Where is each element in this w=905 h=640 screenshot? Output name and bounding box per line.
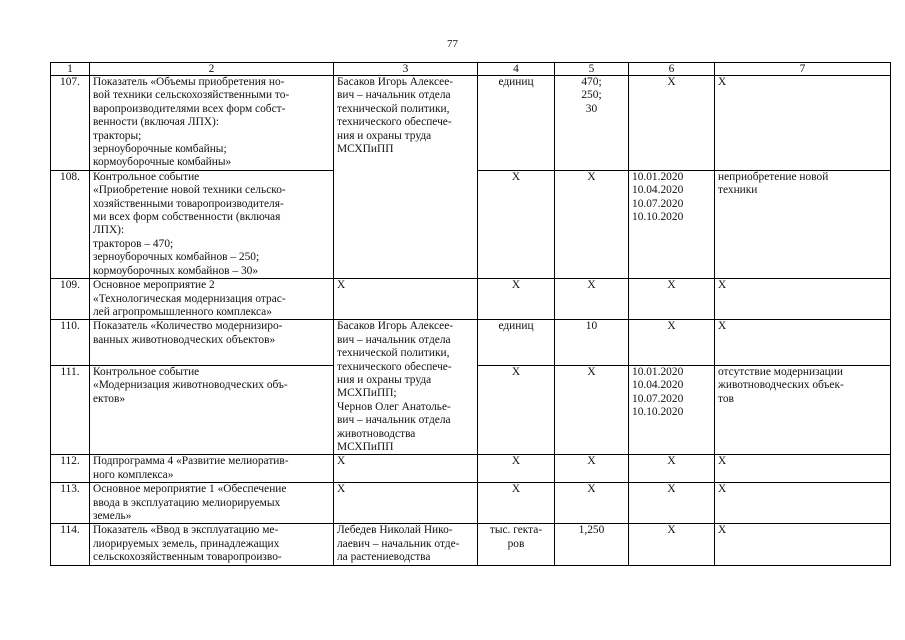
- page-number: 77: [447, 38, 458, 50]
- responsible-cell: Басаков Игорь Алексее- вич – начальник отдела технической политики, технического обеспече- ния и охраны труда МСХПиПП; Чернов Олег Анатолье- вич – начальник отдела животноводства МСХПиПП: [334, 320, 478, 455]
- risk-cell: X: [715, 524, 891, 565]
- row-number: 107.: [51, 76, 90, 171]
- value-cell: X: [555, 455, 629, 483]
- row-description: Контрольное событие «Приобретение новой техники сельско- хозяйственными товаропроизводителя- ми всех форм собственности (включая ЛПХ): тракторов – 470; зерноуборочных комбайнов – 250; кормоуборочных комбайнов – 30»: [90, 170, 334, 278]
- deadline-cell: X: [629, 76, 715, 171]
- risk-cell: X: [715, 279, 891, 320]
- risk-cell: X: [715, 76, 891, 171]
- table-row-114: [51, 524, 891, 565]
- unit-cell: X: [478, 365, 555, 455]
- plan-table: [50, 62, 891, 566]
- deadline-cell: 10.01.2020 10.04.2020 10.07.2020 10.10.2020: [629, 365, 715, 455]
- deadline-cell: X: [629, 483, 715, 524]
- unit-cell: тыс. гекта- ров: [478, 524, 555, 565]
- risk-cell: X: [715, 483, 891, 524]
- row-number: 110.: [51, 320, 90, 366]
- value-cell: X: [555, 170, 629, 278]
- responsible-cell: X: [334, 483, 478, 524]
- risk-cell: отсутствие модернизации животноводческих объек- тов: [715, 365, 891, 455]
- row-number: 114.: [51, 524, 90, 565]
- row-description: Основное мероприятие 1 «Обеспечение ввода в эксплуатацию мелиорируемых земель»: [90, 483, 334, 524]
- deadline-cell: X: [629, 320, 715, 366]
- unit-cell: X: [478, 483, 555, 524]
- row-number: 112.: [51, 455, 90, 483]
- value-cell: 10: [555, 320, 629, 366]
- unit-cell: X: [478, 170, 555, 278]
- unit-cell: единиц: [478, 76, 555, 171]
- responsible-cell: Лебедев Николай Нико- лаевич – начальник отде- ла растениеводства: [334, 524, 478, 565]
- header-col-6: 6: [629, 63, 715, 76]
- table-row-107: [51, 76, 891, 171]
- deadline-cell: X: [629, 524, 715, 565]
- header-col-5: 5: [555, 63, 629, 76]
- header-col-2: 2: [90, 63, 334, 76]
- row-number: 108.: [51, 170, 90, 278]
- responsible-cell: X: [334, 455, 478, 483]
- table-row-113: [51, 483, 891, 524]
- row-description: Подпрограмма 4 «Развитие мелиоратив- ного комплекса»: [90, 455, 334, 483]
- responsible-cell: X: [334, 279, 478, 320]
- table-row-110: [51, 320, 891, 366]
- table-row-109: [51, 279, 891, 320]
- unit-cell: единиц: [478, 320, 555, 366]
- unit-cell: X: [478, 455, 555, 483]
- row-number: 109.: [51, 279, 90, 320]
- row-description: Основное мероприятие 2 «Технологическая модернизация отрас- лей агропромышленного комплекса»: [90, 279, 334, 320]
- header-col-7: 7: [715, 63, 891, 76]
- value-cell: 1,250: [555, 524, 629, 565]
- row-number: 111.: [51, 365, 90, 455]
- row-description: Показатель «Количество модернизиро- ванных животноводческих объектов»: [90, 320, 334, 366]
- row-description: Показатель «Ввод в эксплуатацию ме- лиорируемых земель, принадлежащих сельскохозяйственным товаропроизво-: [90, 524, 334, 565]
- header-col-4: 4: [478, 63, 555, 76]
- row-description: Контрольное событие «Модернизация животноводческих объ- ектов»: [90, 365, 334, 455]
- header-col-1: 1: [51, 63, 90, 76]
- row-number: 113.: [51, 483, 90, 524]
- deadline-cell: X: [629, 279, 715, 320]
- value-cell: 470; 250; 30: [555, 76, 629, 171]
- deadline-cell: X: [629, 455, 715, 483]
- table-row-112: [51, 455, 891, 483]
- header-col-3: 3: [334, 63, 478, 76]
- responsible-cell: Басаков Игорь Алексее- вич – начальник отдела технической политики, технического обеспече- ния и охраны труда МСХПиПП: [334, 76, 478, 279]
- value-cell: X: [555, 279, 629, 320]
- value-cell: X: [555, 365, 629, 455]
- risk-cell: неприобретение новой техники: [715, 170, 891, 278]
- row-description: Показатель «Объемы приобретения но- вой техники сельскохозяйственными то- варопроизводителями всех форм собст- венности (включая ЛПХ): тракторы; зерноуборочные комбайны; кормоуборочные комбайны»: [90, 76, 334, 171]
- risk-cell: X: [715, 320, 891, 366]
- value-cell: X: [555, 483, 629, 524]
- risk-cell: X: [715, 455, 891, 483]
- deadline-cell: 10.01.2020 10.04.2020 10.07.2020 10.10.2020: [629, 170, 715, 278]
- unit-cell: X: [478, 279, 555, 320]
- header-row: [51, 63, 891, 76]
